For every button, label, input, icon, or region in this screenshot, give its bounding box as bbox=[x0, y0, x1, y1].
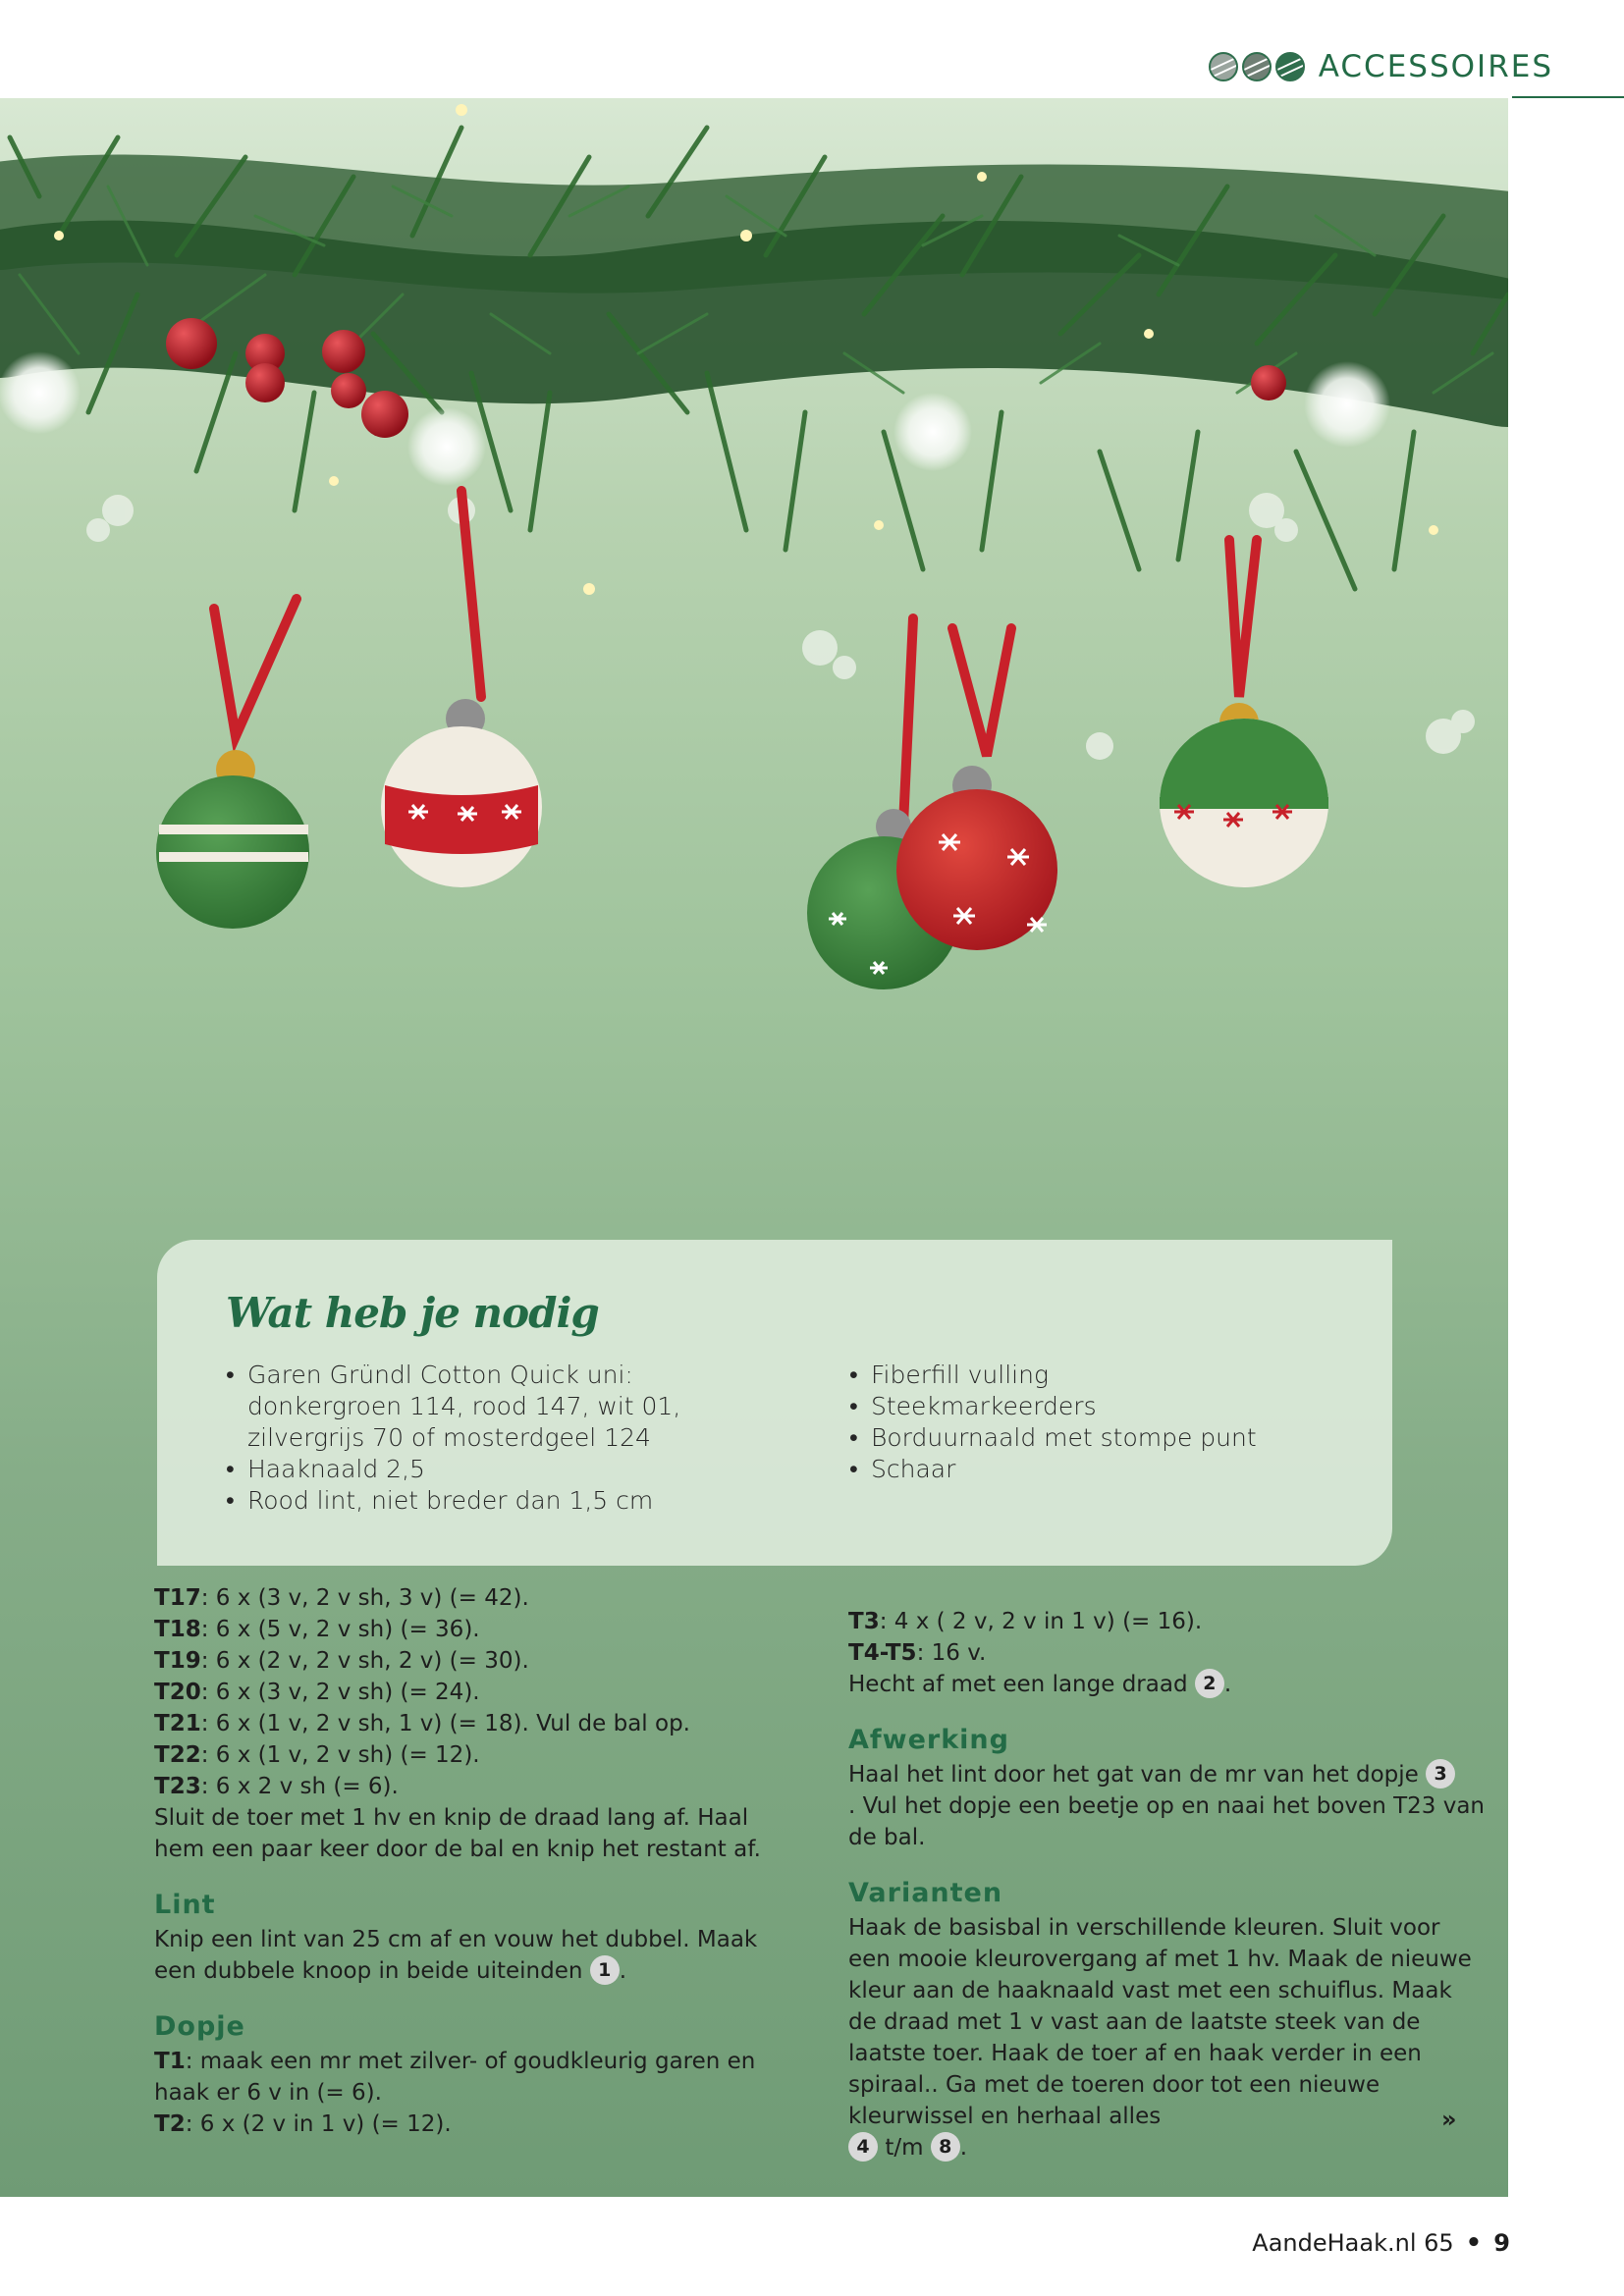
step-badge: 1 bbox=[590, 1955, 620, 1985]
pattern-row: T4-T5: 16 v. bbox=[848, 1640, 987, 1666]
pattern-row: T17: 6 x (3 v, 2 v sh, 3 v) (= 42). bbox=[154, 1585, 529, 1611]
lint-heading: Lint bbox=[154, 1890, 216, 1920]
pattern-row: T20: 6 x (3 v, 2 v sh) (= 24). bbox=[154, 1680, 480, 1705]
step-badge: 2 bbox=[1195, 1669, 1224, 1698]
finish-line: Hecht af met een lange draad 2 . bbox=[848, 1669, 1487, 1700]
materials-item: • Steekmarkeerders bbox=[849, 1391, 1321, 1422]
pattern-row: T22: 6 x (1 v, 2 v sh) (= 12). bbox=[154, 1742, 480, 1768]
step-badge: 4 bbox=[848, 2132, 878, 2162]
materials-title: Wat heb je nodig bbox=[226, 1289, 599, 1337]
pattern-row: T1: maak een mr met zilver- of goudkleurig garen en haak er 6 v in (= 6). bbox=[154, 2049, 756, 2106]
varianten-text: Haak de basisbal in verschillende kleuren. Sluit voor een mooie kleurovergang af met 1 hv. Maak de nieuwe kleur aan de haaknaald vast met een schuiflus. Maak de draad met 1 v vast aan de laatste steek van de laatste toer. Haak de toer af en haak verder in een spiraal.. Ga met de toeren door tot een nieuwe kleurwissel en herhaal alles 4 t/m 8 . bbox=[848, 1915, 1472, 2161]
materials-item: • Garen Gründl Cotton Quick uni: donkergroen 114, rood 147, wit 01, zilvergrijs 70 of mosterdgeel 124 bbox=[226, 1360, 776, 1454]
footer-dot: • bbox=[1465, 2228, 1483, 2258]
ornament-red-stars bbox=[896, 766, 1057, 950]
page-footer bbox=[1252, 2228, 1510, 2258]
section-title: ACCESSOIRES bbox=[1318, 49, 1553, 84]
yarn-ball-icon bbox=[1209, 52, 1238, 81]
lint-text: Knip een lint van 25 cm af en vouw het dubbel. Maak een dubbele knoop in beide uiteinden 1 . bbox=[154, 1927, 758, 1984]
instructions-right-column bbox=[848, 1606, 1487, 2163]
instructions-left-column bbox=[154, 1582, 792, 2140]
continue-arrow-icon: » bbox=[1441, 2106, 1457, 2133]
pattern-row: T19: 6 x (2 v, 2 v sh, 2 v) (= 30). bbox=[154, 1648, 529, 1674]
afwerking-text: Haal het lint door het gat van de mr van het dopje 3 . Vul het dopje een beetje op en naai het boven T23 van de bal. bbox=[848, 1759, 1487, 1853]
materials-list-left bbox=[226, 1360, 776, 1517]
page-number: 9 bbox=[1493, 2229, 1510, 2257]
pattern-row: T2: 6 x (2 v in 1 v) (= 12). bbox=[154, 2111, 452, 2137]
dopje-heading: Dopje bbox=[154, 2011, 245, 2042]
materials-list-right bbox=[849, 1360, 1321, 1485]
afwerking-heading: Afwerking bbox=[848, 1725, 1009, 1755]
materials-item: • Haaknaald 2,5 bbox=[226, 1454, 776, 1485]
section-header bbox=[1209, 49, 1553, 84]
pattern-row: T18: 6 x (5 v, 2 v sh) (= 36). bbox=[154, 1617, 480, 1642]
closing-text: Sluit de toer met 1 hv en knip de draad lang af. Haal hem een paar keer door de bal en knip het restant af. bbox=[154, 1805, 761, 1862]
pattern-row: T21: 6 x (1 v, 2 v sh, 1 v) (= 18). Vul de bal op. bbox=[154, 1711, 690, 1736]
header-rule bbox=[1512, 96, 1624, 98]
pattern-row: T3: 4 x ( 2 v, 2 v in 1 v) (= 16). bbox=[848, 1609, 1203, 1634]
materials-item: • Borduurnaald met stompe punt bbox=[849, 1422, 1321, 1454]
ribbons bbox=[214, 491, 1257, 825]
varianten-heading: Varianten bbox=[848, 1878, 1003, 1908]
footer-site: AandeHaak.nl 65 bbox=[1252, 2229, 1454, 2257]
yarn-ball-icon bbox=[1242, 52, 1272, 81]
hero-garland-illustration bbox=[0, 98, 1508, 1139]
pattern-row: T23: 6 x 2 v sh (= 6). bbox=[154, 1774, 399, 1799]
materials-item: • Schaar bbox=[849, 1454, 1321, 1485]
materials-item: • Fiberfill vulling bbox=[849, 1360, 1321, 1391]
ornament-green-white bbox=[1160, 703, 1328, 887]
yarn-ball-icons bbox=[1209, 52, 1305, 81]
yarn-ball-icon bbox=[1275, 52, 1305, 81]
step-badge: 3 bbox=[1426, 1759, 1455, 1789]
ornament-white-red-band bbox=[381, 699, 542, 887]
materials-item: • Rood lint, niet breder dan 1,5 cm bbox=[226, 1485, 776, 1517]
step-badge: 8 bbox=[931, 2132, 960, 2162]
ornament-green-striped bbox=[156, 750, 309, 929]
materials-card bbox=[157, 1240, 1392, 1566]
